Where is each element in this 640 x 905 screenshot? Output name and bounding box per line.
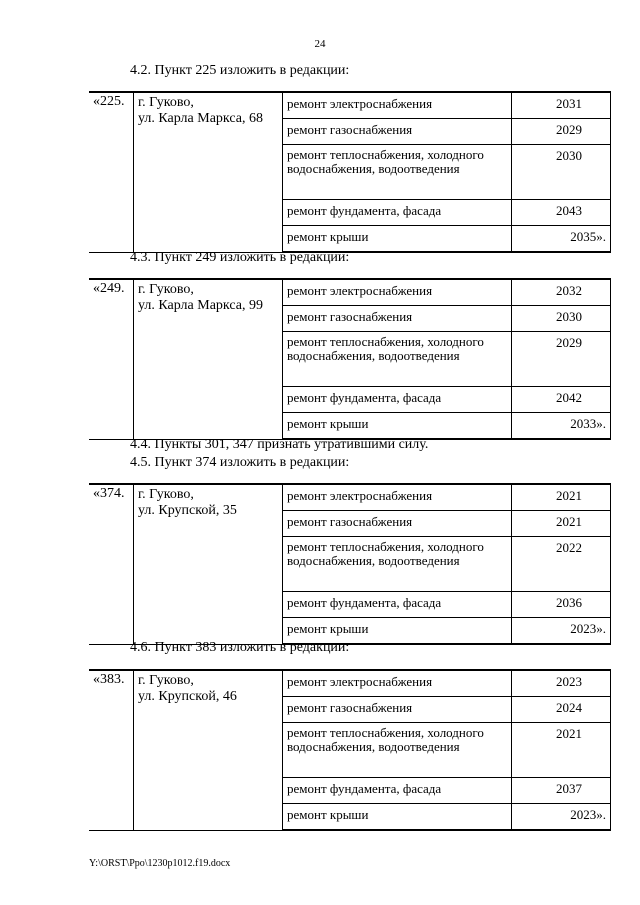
work-name: ремонт электроснабжения (283, 670, 512, 697)
work-year: 2023». (512, 618, 611, 645)
work-name: ремонт электроснабжения (283, 484, 512, 511)
work-name: ремонт газоснабжения (283, 511, 512, 537)
address-city: г. Гуково, (138, 282, 194, 297)
work-name: ремонт газоснабжения (283, 119, 512, 145)
section-heading: 4.5. Пункт 374 изложить в редакции: (130, 455, 350, 470)
repair-table (89, 278, 611, 440)
work-year: 2043 (512, 200, 611, 226)
work-name: ремонт крыши (283, 618, 512, 645)
section-heading: 4.2. Пункт 225 изложить в редакции: (130, 63, 350, 78)
work-name: ремонт газоснабжения (283, 306, 512, 332)
work-year: 2021 (512, 511, 611, 537)
work-name: ремонт фундамента, фасада (283, 387, 512, 413)
work-year: 2021 (512, 484, 611, 511)
address-street: ул. Крупской, 35 (138, 503, 237, 518)
work-name: ремонт газоснабжения (283, 697, 512, 723)
repair-table (89, 669, 611, 831)
work-name: ремонт крыши (283, 804, 512, 831)
address-city: г. Гуково, (138, 673, 194, 688)
address (134, 92, 283, 252)
work-name: ремонт теплоснабжения, холодного водоснабжения, водоотведения (283, 723, 512, 778)
address-street: ул. Карла Маркса, 68 (138, 111, 263, 126)
work-year: 2035». (512, 226, 611, 253)
address-city: г. Гуково, (138, 95, 194, 110)
row-number: «249. (89, 279, 134, 439)
section-heading: 4.3. Пункт 249 изложить в редакции: (130, 250, 350, 265)
work-year: 2042 (512, 387, 611, 413)
address (134, 484, 283, 644)
repair-table (89, 91, 611, 253)
work-name: ремонт электроснабжения (283, 279, 512, 306)
file-path-footer: Y:\ORST\Ppo\1230p1012.f19.docx (89, 858, 231, 869)
work-name: ремонт фундамента, фасада (283, 200, 512, 226)
address-street: ул. Карла Маркса, 99 (138, 298, 263, 313)
work-name: ремонт теплоснабжения, холодного водоснабжения, водоотведения (283, 332, 512, 387)
work-year: 2029 (512, 332, 611, 387)
work-year: 2036 (512, 592, 611, 618)
work-name: ремонт крыши (283, 413, 512, 440)
row-number: «383. (89, 670, 134, 830)
work-year: 2024 (512, 697, 611, 723)
repair-table (89, 483, 611, 645)
work-name: ремонт электроснабжения (283, 92, 512, 119)
address (134, 670, 283, 830)
work-year: 2037 (512, 778, 611, 804)
page-number: 24 (314, 38, 326, 50)
work-year: 2021 (512, 723, 611, 778)
work-year: 2030 (512, 306, 611, 332)
work-name: ремонт теплоснабжения, холодного водоснабжения, водоотведения (283, 537, 512, 592)
section-heading: 4.6. Пункт 383 изложить в редакции: (130, 640, 350, 655)
section-note: 4.4. Пункты 301, 347 признать утратившими силу. (130, 437, 429, 452)
work-year: 2023». (512, 804, 611, 831)
address (134, 279, 283, 439)
work-year: 2029 (512, 119, 611, 145)
work-name: ремонт крыши (283, 226, 512, 253)
work-name: ремонт фундамента, фасада (283, 778, 512, 804)
work-name: ремонт теплоснабжения, холодного водоснабжения, водоотведения (283, 145, 512, 200)
row-number: «225. (89, 92, 134, 252)
work-year: 2032 (512, 279, 611, 306)
address-street: ул. Крупской, 46 (138, 689, 237, 704)
row-number: «374. (89, 484, 134, 644)
work-year: 2031 (512, 92, 611, 119)
work-year: 2023 (512, 670, 611, 697)
address-city: г. Гуково, (138, 487, 194, 502)
work-name: ремонт фундамента, фасада (283, 592, 512, 618)
work-year: 2033». (512, 413, 611, 440)
work-year: 2030 (512, 145, 611, 200)
work-year: 2022 (512, 537, 611, 592)
